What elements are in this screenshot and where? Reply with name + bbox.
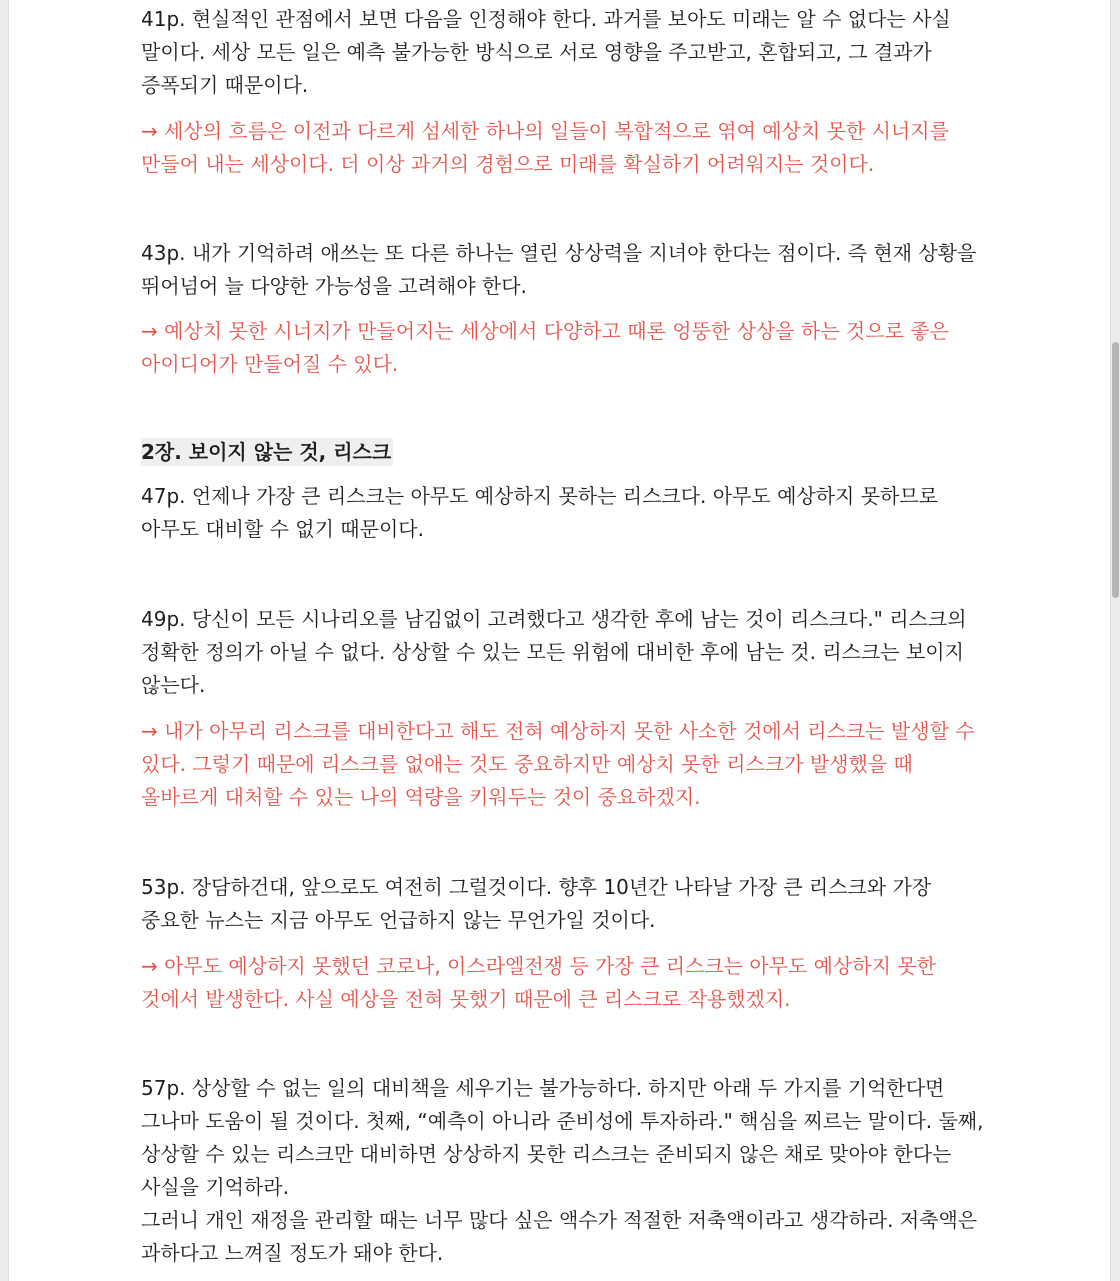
section-41p bbox=[141, 3, 986, 102]
quote-paragraph: 57p. 상상할 수 없는 일의 대비책을 세우기는 불가능하다. 하지만 아래 두 가지를 기억한다면 그나마 도움이 될 것이다. 첫째, “예측이 아니라 준비성에 투자하라." 핵심을 찌르는 말이다. 둘째, 상상할 수 있는 리스크만 대비하면 상상하지 못한 리스크는 준비되지 않은 채로 맞아야 한다는 사실을 기억하라. 그러니 개인 재정을 관리할 때는 너무 많다 싶은 액수가 적절한 저축액이라고 생각하라. 저축액은 과하다고 느껴질 정도가 돼야 한다. bbox=[141, 1076, 984, 1265]
chapter-heading: 2장. 보이지 않는 것, 리스크 bbox=[141, 440, 392, 464]
quote-paragraph: 43p. 내가 기억하려 애쓰는 또 다른 하나는 열린 상상력을 지녀야 한다는 점이다. 즉 현재 상황을 뛰어넘어 늘 다양한 가능성을 고려해야 한다. bbox=[141, 241, 977, 298]
section-47p bbox=[141, 480, 986, 546]
note-paragraph: → 내가 아무리 리스크를 대비한다고 해도 전혀 예상하지 못한 사소한 것에서 리스크는 발생할 수 있다. 그렇기 때문에 리스크를 없애는 것도 중요하지만 예상치 못한 리스크가 발생했을 때 올바르게 대처할 수 있는 나의 역량을 키워두는 것이 중요하겠지. bbox=[141, 719, 975, 809]
note-paragraph: → 세상의 흐름은 이전과 다르게 섬세한 하나의 일들이 복합적으로 엮여 예상치 못한 시너지를 만들어 내는 세상이다. 더 이상 과거의 경험으로 미래를 확실하기 어려워지는 것이다. bbox=[141, 119, 949, 176]
section-53p bbox=[141, 871, 986, 937]
note-paragraph: → 예상치 못한 시너지가 만들어지는 세상에서 다양하고 때론 엉뚱한 상상을 하는 것으로 좋은 아이디어가 만들어질 수 있다. bbox=[141, 319, 949, 376]
quote-paragraph: 53p. 장담하건대, 앞으로도 여전히 그럴것이다. 향후 10년간 나타날 가장 큰 리스크와 가장 중요한 뉴스는 지금 아무도 언급하지 않는 무언가일 것이다. bbox=[141, 875, 932, 932]
section-41p-note bbox=[141, 115, 986, 181]
section-43p-note bbox=[141, 315, 986, 381]
quote-paragraph: 41p. 현실적인 관점에서 보면 다음을 인정해야 한다. 과거를 보아도 미래는 알 수 없다는 사실 말이다. 세상 모든 일은 예측 불가능한 방식으로 서로 영향을 주고받고, 혼합되고, 그 결과가 증폭되기 때문이다. bbox=[141, 7, 951, 97]
section-57p bbox=[141, 1072, 986, 1270]
left-margin bbox=[0, 0, 9, 1281]
section-49p bbox=[141, 603, 986, 702]
section-49p-note bbox=[141, 715, 986, 814]
quote-paragraph: 49p. 당신이 모든 시나리오를 남김없이 고려했다고 생각한 후에 남는 것이 리스크다." 리스크의 정확한 정의가 아닐 수 없다. 상상할 수 있는 모든 위험에 대비한 후에 남는 것. 리스크는 보이지 않는다. bbox=[141, 607, 967, 697]
chapter-heading-block bbox=[141, 438, 986, 466]
section-53p-note bbox=[141, 950, 986, 1016]
scrollbar-track[interactable] bbox=[1110, 0, 1120, 1281]
scrollbar-thumb[interactable] bbox=[1112, 342, 1119, 598]
note-paragraph: → 아무도 예상하지 못했던 코로나, 이스라엘전쟁 등 가장 큰 리스크는 아무도 예상하지 못한 것에서 발생한다. 사실 예상을 전혀 못했기 때문에 큰 리스크로 작용했겠지. bbox=[141, 954, 936, 1011]
quote-paragraph: 47p. 언제나 가장 큰 리스크는 아무도 예상하지 못하는 리스크다. 아무도 예상하지 못하므로 아무도 대비할 수 없기 때문이다. bbox=[141, 484, 938, 541]
section-43p bbox=[141, 237, 986, 303]
